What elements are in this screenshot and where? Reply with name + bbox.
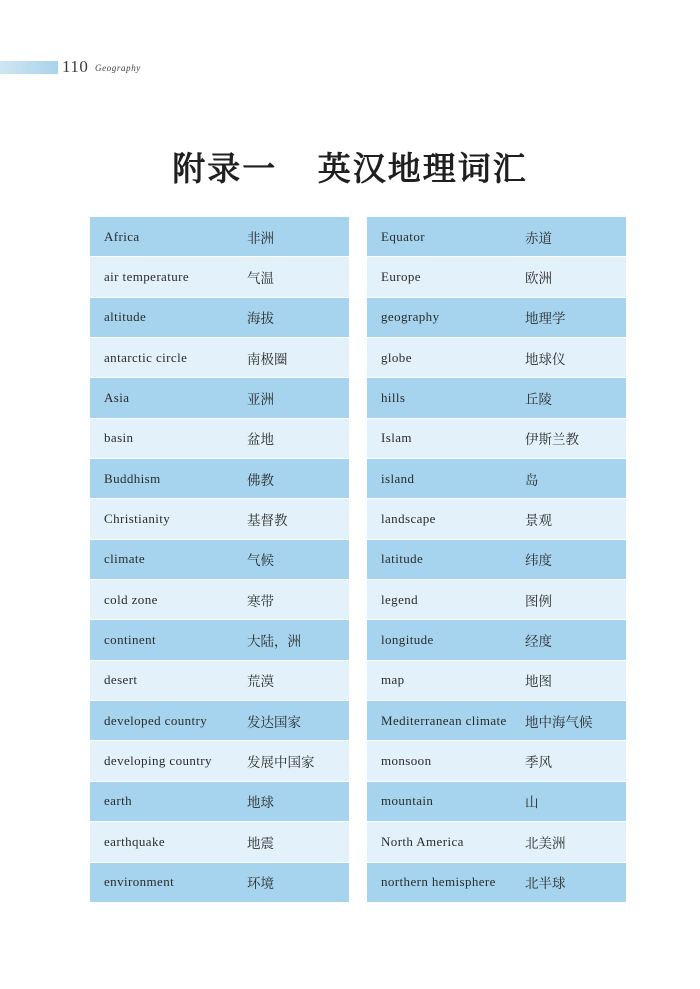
english-term: globe (381, 349, 412, 365)
english-term: North America (381, 833, 464, 849)
glossary-row (90, 661, 349, 701)
chinese-term: 基督教 (247, 513, 288, 530)
glossary-row (90, 257, 349, 297)
glossary-row (90, 741, 349, 781)
chinese-term: 北半球 (525, 876, 566, 893)
chinese-term: 非洲 (247, 230, 274, 247)
glossary-row (367, 298, 626, 338)
page-title: 附录一 英汉地理词汇 (172, 149, 528, 188)
glossary-row (90, 419, 349, 459)
english-term: northern hemisphere (381, 874, 496, 890)
glossary-row (367, 540, 626, 580)
english-term: antarctic circle (104, 349, 188, 365)
chinese-term: 山 (525, 795, 539, 812)
english-term: altitude (104, 309, 147, 325)
chinese-term: 海拔 (247, 311, 274, 328)
english-term: cold zone (104, 591, 158, 607)
glossary-row (367, 782, 626, 822)
glossary-row (90, 540, 349, 580)
english-term: earth (104, 793, 132, 809)
chinese-term: 盆地 (247, 432, 274, 449)
english-term: island (381, 470, 415, 486)
chinese-term: 地图 (525, 674, 552, 691)
english-term: Asia (104, 390, 130, 406)
chinese-term: 寒带 (247, 593, 274, 610)
english-term: Europe (381, 269, 421, 285)
glossary-row (367, 863, 626, 903)
glossary-row (367, 580, 626, 620)
glossary-row (367, 419, 626, 459)
glossary-row (367, 257, 626, 297)
chinese-term: 亚洲 (247, 392, 274, 409)
glossary-row (367, 459, 626, 499)
glossary-row (90, 580, 349, 620)
chinese-term: 赤道 (525, 230, 552, 247)
english-term: Equator (381, 228, 425, 244)
chinese-term: 发达国家 (247, 714, 301, 731)
chinese-term: 发展中国家 (247, 755, 315, 772)
glossary-row (367, 499, 626, 539)
english-term: Mediterranean climate (381, 712, 507, 728)
header-color-band (0, 61, 58, 74)
glossary-row (90, 499, 349, 539)
english-term: Christianity (104, 511, 171, 527)
english-term: legend (381, 591, 419, 607)
chinese-term: 景观 (525, 513, 552, 530)
english-term: environment (104, 874, 175, 890)
chinese-term: 季风 (525, 755, 552, 772)
glossary-table-left (90, 217, 349, 903)
english-term: map (381, 672, 405, 688)
running-header-subject: Geography (95, 63, 141, 73)
english-term: longitude (381, 632, 434, 648)
glossary-row (90, 822, 349, 862)
chinese-term: 荒漠 (247, 674, 274, 691)
chinese-term: 伊斯兰教 (525, 432, 579, 449)
chinese-term: 大陆，洲 (247, 634, 301, 651)
chinese-term: 欧洲 (525, 271, 552, 288)
english-term: landscape (381, 511, 436, 527)
chinese-term: 气候 (247, 553, 274, 570)
english-term: geography (381, 309, 440, 325)
glossary-row (367, 741, 626, 781)
glossary-row (90, 338, 349, 378)
chinese-term: 佛教 (247, 472, 274, 489)
english-term: continent (104, 632, 156, 648)
glossary-row (90, 298, 349, 338)
glossary-row (367, 378, 626, 418)
chinese-term: 地中海气候 (525, 714, 593, 731)
glossary-row (90, 217, 349, 257)
english-term: developing country (104, 753, 212, 769)
english-term: latitude (381, 551, 424, 567)
english-term: earthquake (104, 833, 166, 849)
glossary-row (367, 701, 626, 741)
chinese-term: 纬度 (525, 553, 552, 570)
chinese-term: 地震 (247, 835, 274, 852)
english-term: Africa (104, 228, 140, 244)
chinese-term: 图例 (525, 593, 552, 610)
english-term: monsoon (381, 753, 432, 769)
chinese-term: 地球仪 (525, 351, 566, 368)
english-term: hills (381, 390, 406, 406)
glossary-row (367, 661, 626, 701)
chinese-term: 北美洲 (525, 835, 566, 852)
chinese-term: 岛 (525, 472, 539, 489)
page-number: 110 (62, 57, 89, 76)
english-term: climate (104, 551, 146, 567)
english-term: developed country (104, 712, 208, 728)
glossary-row (90, 782, 349, 822)
glossary-row (90, 701, 349, 741)
glossary-row (90, 459, 349, 499)
glossary-row (90, 863, 349, 903)
chinese-term: 气温 (247, 271, 274, 288)
glossary-row (367, 822, 626, 862)
chinese-term: 地球 (247, 795, 274, 812)
chinese-term: 丘陵 (525, 392, 552, 409)
chinese-term: 环境 (247, 876, 274, 893)
glossary-row (90, 378, 349, 418)
glossary-row (367, 338, 626, 378)
chinese-term: 地理学 (525, 311, 566, 328)
glossary-row (367, 620, 626, 660)
english-term: mountain (381, 793, 434, 809)
glossary-table-right (367, 217, 626, 903)
glossary-row (367, 217, 626, 257)
english-term: air temperature (104, 269, 190, 285)
english-term: basin (104, 430, 134, 446)
english-term: Buddhism (104, 470, 161, 486)
chinese-term: 经度 (525, 634, 552, 651)
english-term: desert (104, 672, 138, 688)
english-term: Islam (381, 430, 412, 446)
glossary-row (90, 620, 349, 660)
chinese-term: 南极圈 (247, 351, 288, 368)
